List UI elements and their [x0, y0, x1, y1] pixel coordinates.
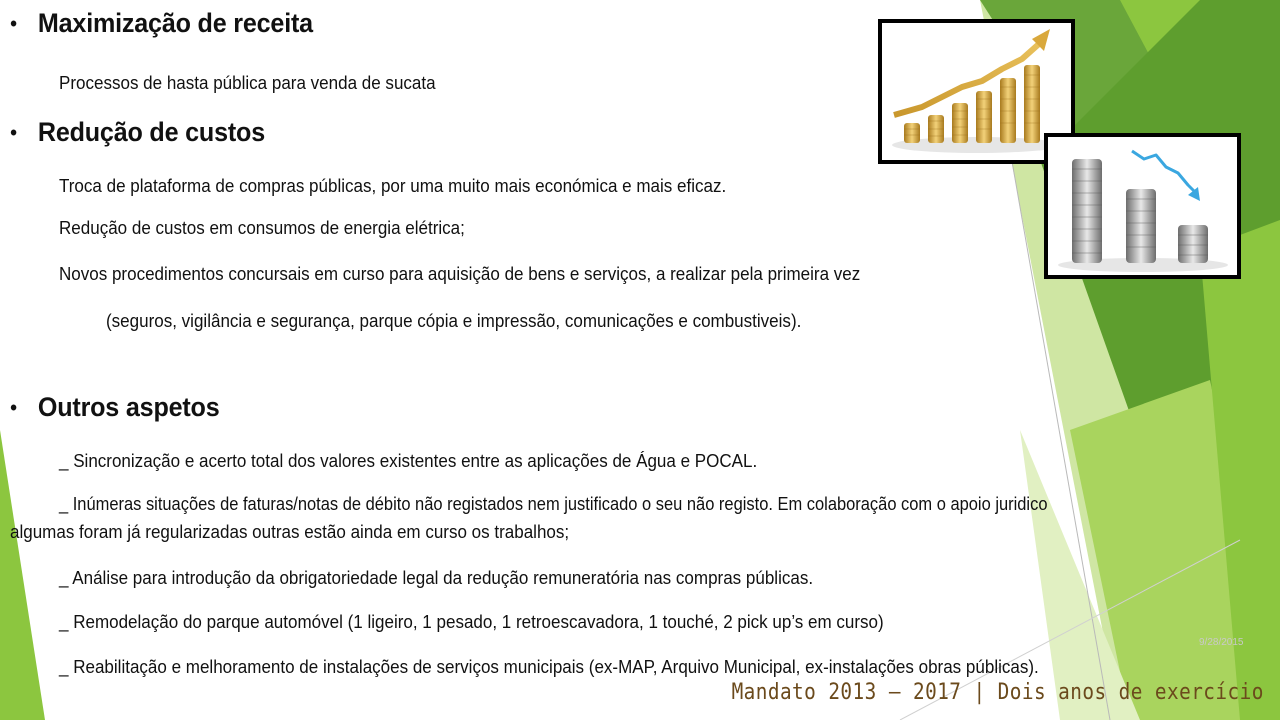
text-line: _ Sincronização e acerto total dos valores existentes entre as aplicações de Água e POCAL. [59, 450, 758, 471]
falling-coins-image [1044, 133, 1241, 279]
section-heading-reducao [10, 117, 265, 148]
section-heading-outros [10, 392, 219, 423]
footer-date: 9/28/2015 [1199, 637, 1244, 648]
section-title: Maximização de receita [37, 8, 313, 38]
text-line: (seguros, vigilância e segurança, parque cópia e impressão, comunicações e combustiveis). [106, 310, 802, 331]
text-line: _ Reabilitação e melhoramento de instalações de serviços municipais (ex-MAP, Arquivo Municipal, ex-instalações obras públicas). [59, 656, 1039, 677]
footer-title: Mandato 2013 – 2017 | Dois anos de exercício [731, 680, 1264, 705]
section-heading-maximizacao [10, 8, 313, 39]
falling-coins-chart-icon [1048, 137, 1237, 275]
rising-coins-chart-icon [882, 23, 1071, 160]
text-line: _ Análise para introdução da obrigatoriedade legal da redução remuneratória nas compras públicas. [59, 567, 814, 588]
text-line: _ Inúmeras situações de faturas/notas de débito não registados nem justificado o seu não registo. Em colaboração com o apoio juridico [59, 493, 1048, 514]
text-line: Novos procedimentos concursais em curso para aquisição de bens e serviços, a realizar pela primeira vez [59, 263, 861, 284]
bullet-icon: • [10, 10, 17, 36]
bullet-icon: • [10, 394, 17, 420]
text-line: _ Remodelação do parque automóvel (1 ligeiro, 1 pesado, 1 retroescavadora, 1 touché, 2 pick up’s em curso) [59, 611, 884, 632]
section-title: Redução de custos [37, 117, 265, 147]
text-line: Troca de plataforma de compras públicas, por uma muito mais económica e mais eficaz. [59, 175, 727, 196]
section-title: Outros aspetos [37, 392, 220, 422]
text-line: Redução de custos em consumos de energia elétrica; [59, 217, 465, 238]
text-line: algumas foram já regularizadas outras estão ainda em curso os trabalhos; [10, 521, 570, 542]
bullet-icon: • [10, 119, 17, 145]
text-line: Processos de hasta pública para venda de sucata [59, 72, 436, 93]
